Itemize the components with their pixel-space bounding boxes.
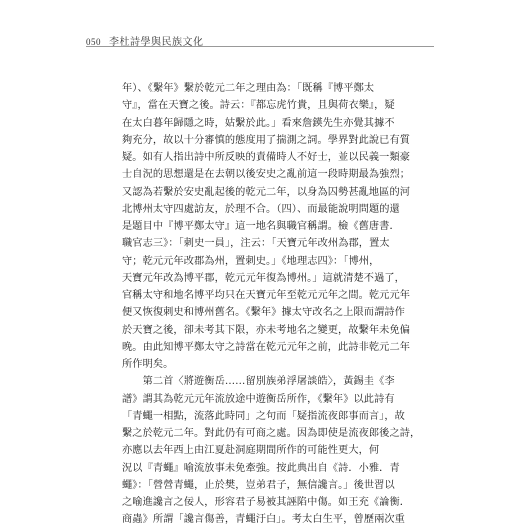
text-line: 況以『青蠅』喻流放事未免牽強。按此典出自《詩．小雅．青	[122, 462, 400, 474]
text-line: 官稱太守和地名博平均只在天寶元年至乾元元年之間。乾元元年	[122, 290, 411, 301]
text-line: 商蟲》所謂「讒言傷善，青蠅汙白」。考太白生平，曾歷兩次重	[122, 514, 405, 526]
text-line: 士自況的思想還是在去朝以後安史之亂前這一段時期最為強烈；	[122, 169, 411, 181]
body-text	[122, 80, 422, 529]
text-line: 守；乾元元年改郡為州，置刺史。」《地理志四》：「博州，	[122, 255, 380, 267]
text-line: 職官志三》：「刺史一員」，注云：「天寶元年改州為郡，置太	[122, 238, 390, 250]
text-line: 所作明矣。	[122, 359, 174, 370]
text-line: 繫之於乾元二年。對此仍有可商之處。因為即使是流夜郎後之詩，	[122, 428, 421, 439]
text-line: 夠充分，故以十分審慎的態度用了揣測之詞。學界對此說已有質	[122, 134, 411, 146]
text-line: 「青蠅一相點，流落此時同」之句而「疑指流夜郎事而言」，故	[122, 410, 405, 422]
running-title: 李杜詩學與民族文化	[109, 37, 204, 48]
header-rule	[86, 46, 434, 47]
text-line: 年）、《繫年》繫於乾元二年之理由為：「既稱『博平鄭太	[122, 83, 375, 94]
text-line: 又認為若繫於安史亂起後的乾元二年，以身為囚勢甚亂地區的河	[122, 186, 411, 198]
page-number: 050	[86, 37, 101, 47]
text-line: 譜》謂其為乾元元年流放途中遊衡岳所作，《繫年》以此詩有	[122, 393, 395, 405]
text-line: 之喻進讒言之佞人，形容君子易被其誣陷中傷。如王充《論衡．	[122, 497, 411, 508]
text-line: 在太白暮年歸隱之時，姑繫於此。」看來詹鍈先生亦覺其據不	[122, 117, 395, 129]
text-line: 北博州太守四處訪友，於理不合。（四）、而最能說明問題的還	[122, 203, 400, 215]
text-line: 晚。由此知博平鄭太守之詩當在乾元元年之前，此詩非乾元二年	[122, 341, 411, 353]
text-line: 是題目中『博平鄭太守』這一地名與職官稱謂。檢《舊唐書．	[122, 221, 400, 232]
text-line: 守』，當在天寶之後。詩云：『都忘虎竹貴，且與荷衣樂』，疑	[122, 100, 395, 112]
text-line: 於天寶之後，卻未考其下限，亦未考地名之變更，故繫年未免偏	[122, 324, 411, 336]
text-line: 疑。如有人指出詩中所反映的責備時人不好士，並以民義一類豪	[122, 152, 411, 163]
text-line: 天寶元年改為博平郡，乾元元年復為博州。」這就清楚不過了，	[122, 272, 405, 284]
text-line: 第二首〈將遊衡岳……留別族弟浮屠談皓〉，黃錫圭《李	[122, 376, 395, 388]
text-line: 便又恢復刺史和博州舊名。《繫年》據太守改名之上限而謂詩作	[122, 307, 405, 319]
text-line: 蠅》：「營營青蠅，止於樊，豈弟君子，無信讒言。」後世習以	[122, 479, 395, 491]
text-line: 亦應以去年西上由江夏赴洞庭期間所作的可能性更大，何	[122, 445, 380, 457]
